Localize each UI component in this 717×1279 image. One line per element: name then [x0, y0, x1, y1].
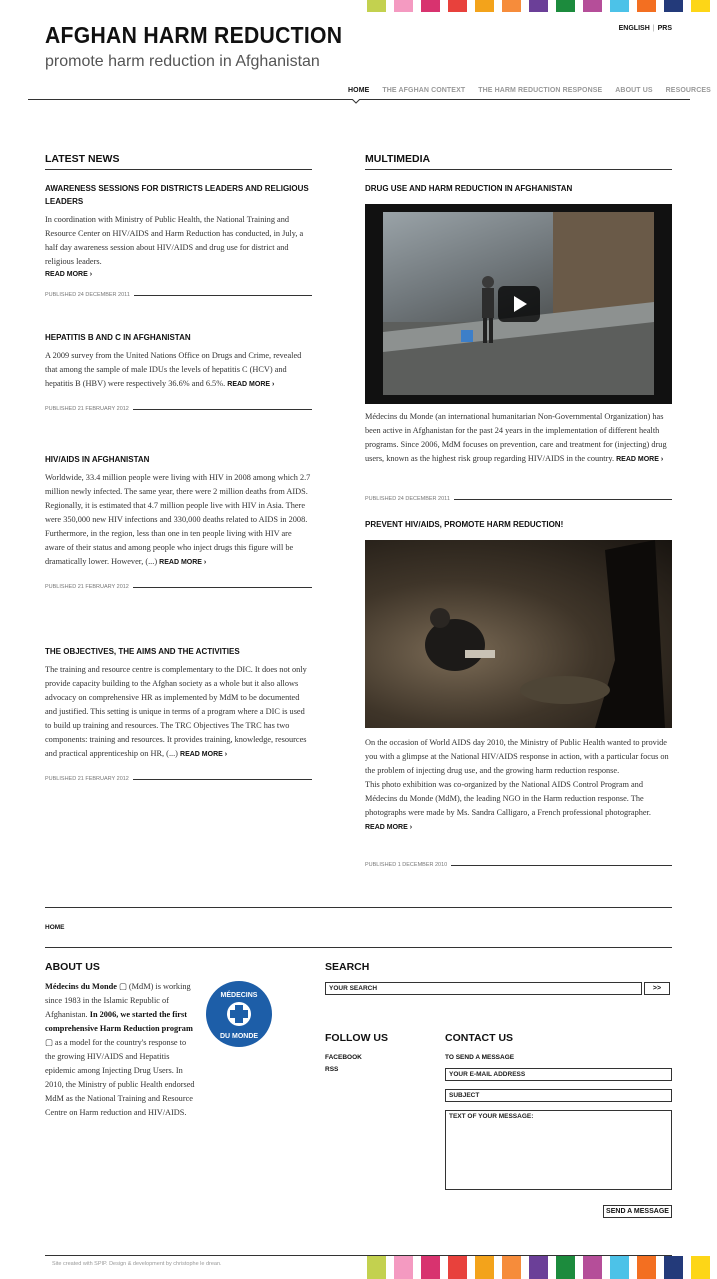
news-item [45, 331, 312, 412]
color-swatch [691, 0, 710, 12]
media-title[interactable]: PREVENT HIV/AIDS, PROMOTE HARM REDUCTION! [365, 520, 564, 529]
about-text-part: as a model for the country's response to the growing HIV/AIDS and Hepatitis epidemic among Injecting Drug Users. In 2010, the Ministry of public Health endorsed MdM as the National Training and Resource Centre on Harm reduction and HIV/AIDS. [45, 1038, 195, 1117]
media-item [365, 182, 672, 195]
media-body [365, 736, 672, 835]
published-line [365, 862, 672, 868]
published-line [45, 584, 312, 590]
color-swatch [394, 1256, 413, 1279]
published-rule [133, 779, 312, 780]
color-swatch [421, 1256, 440, 1279]
media-body-text-2 [365, 778, 672, 835]
logo-text-top: MÉDECINS [220, 992, 258, 999]
search-submit-button[interactable]: >> [644, 982, 670, 995]
published-date: PUBLISHED 1 DECEMBER 2010 [365, 862, 448, 868]
news-body-text: In coordination with Ministry of Public Health, the National Training and Resource Center on HIV/AIDS and Harm Reduction has conducted, in July, a half day awareness session about HIV/AIDS and drug use for district and religious leaders. [45, 215, 304, 266]
color-swatch [367, 1256, 386, 1279]
media-body-text: This photo exhibition was co-organized by the National AIDS Control Program and Médecins du Monde (MdM), the leading NGO in the Harm reduction response. The photographs were made by Ms. Sandra Calligaro, a French professional photographer. [365, 780, 651, 817]
main-nav [348, 87, 711, 94]
news-body-text: A 2009 survey from the United Nations Office on Drugs and Crime, revealed that among the sample of male IDUs the levels of hepatitis C (HCV) and hepatitis B (HBV) were respectively 36.6% and 6.5%. [45, 351, 302, 388]
color-swatch [664, 0, 683, 12]
published-date: PUBLISHED 21 FEBRUARY 2012 [45, 776, 129, 782]
footer-top-rule [45, 907, 672, 908]
news-title[interactable]: THE OBJECTIVES, THE AIMS AND THE ACTIVITIES [45, 647, 240, 656]
about-program-link[interactable]: In 2006, we started the first comprehensive Harm Reduction program [45, 1010, 193, 1033]
follow-heading: FOLLOW US [325, 1032, 388, 1044]
published-line [45, 292, 312, 298]
color-swatch [583, 1256, 602, 1279]
multimedia-heading: MULTIMEDIA [365, 153, 672, 170]
send-message-button[interactable]: SEND A MESSAGE [603, 1205, 672, 1218]
published-date: PUBLISHED 21 FEBRUARY 2012 [45, 406, 129, 412]
nav-afghan-context[interactable]: THE AFGHAN CONTEXT [382, 87, 466, 94]
read-more-link[interactable]: READ MORE › [227, 381, 275, 388]
published-rule [133, 409, 312, 410]
email-field[interactable]: YOUR E-MAIL ADDRESS [445, 1068, 672, 1081]
rss-link[interactable]: RSS [325, 1066, 339, 1073]
color-swatch [583, 0, 602, 12]
footer-breadcrumb-home[interactable]: HOME [45, 924, 65, 931]
color-swatch [637, 1256, 656, 1279]
color-bar-bottom [367, 1256, 717, 1279]
published-line [365, 496, 672, 502]
color-swatch [367, 0, 386, 12]
nav-harm-reduction-response[interactable]: THE HARM REDUCTION RESPONSE [478, 87, 603, 94]
site-title[interactable]: AFGHAN HARM REDUCTION [45, 22, 343, 48]
color-swatch [502, 0, 521, 12]
published-line [45, 776, 312, 782]
lang-separator: | [652, 25, 655, 32]
news-body [45, 213, 312, 269]
search-heading: SEARCH [325, 961, 370, 973]
search-input[interactable]: YOUR SEARCH [325, 982, 642, 995]
read-more-label: READ MORE [616, 456, 659, 463]
color-bar-top [367, 0, 717, 12]
published-date: PUBLISHED 21 FEBRUARY 2012 [45, 584, 129, 590]
photo-scene-image [365, 540, 672, 728]
about-text-part: (MdM) is working since 1983 in the Islamic Republic of Afghanistan. [45, 982, 191, 1019]
color-swatch [610, 1256, 629, 1279]
color-swatch [664, 1256, 683, 1279]
nav-active-caret-icon [352, 99, 360, 104]
play-button-icon[interactable] [498, 286, 540, 322]
lang-english-link[interactable]: ENGLISH [618, 25, 650, 32]
published-date: PUBLISHED 24 DECEMBER 2011 [365, 496, 450, 502]
nav-about-us[interactable]: ABOUT US [615, 87, 653, 94]
logo-text-bottom: DU MONDE [219, 1033, 259, 1040]
color-swatch [394, 0, 413, 12]
read-more-link[interactable]: READ MORE › [45, 271, 93, 278]
read-more-label: READ MORE [227, 381, 271, 388]
media-body [365, 410, 672, 467]
read-more-label: READ MORE [159, 559, 202, 566]
site-tagline: promote harm reduction in Afghanistan [45, 53, 320, 70]
news-title[interactable]: HIV/AIDS IN AFGHANISTAN [45, 455, 150, 464]
about-heading: ABOUT US [45, 961, 100, 973]
color-swatch [448, 1256, 467, 1279]
color-swatch [475, 1256, 494, 1279]
media-item [365, 518, 672, 531]
published-rule [451, 865, 672, 866]
published-line [45, 406, 312, 412]
read-more-label: READ MORE [365, 824, 408, 831]
color-swatch [529, 0, 548, 12]
nav-home[interactable]: HOME [348, 87, 370, 94]
language-switcher [619, 25, 672, 32]
contact-heading: CONTACT US [445, 1032, 514, 1044]
mdm-logo[interactable] [205, 980, 273, 1048]
facebook-link[interactable]: FACEBOOK [325, 1054, 362, 1061]
footer-mid-rule [45, 947, 672, 948]
read-more-link[interactable]: READ MORE › [159, 559, 207, 566]
color-swatch [610, 0, 629, 12]
read-more-label: READ MORE [180, 751, 223, 758]
news-body-text: Worldwide, 33.4 million people were living with HIV in 2008 among which 2.7 million newly infected. The same year, there were 2 million deaths from AIDS. Regionally, it is estimated that 4.7 million people live with HIV in Asia. There were 350,000 new HIV infections and 330,000 deaths related to AIDS in 2008. Furthermore, in the region, less than one in ten people living with HIV are aware of their status and among people who inject drugs this figure will be dramatically lower. However, (...) [45, 473, 311, 566]
color-swatch [502, 1256, 521, 1279]
read-more-link[interactable]: READ MORE › [180, 751, 228, 758]
latest-news-heading: LATEST NEWS [45, 153, 312, 170]
news-item [45, 453, 312, 590]
color-swatch [556, 0, 575, 12]
subject-field[interactable]: SUBJECT [445, 1089, 672, 1102]
read-more-label: READ MORE [45, 271, 88, 278]
news-title[interactable]: AWARENESS SESSIONS FOR DISTRICTS LEADERS AND RELIGIOUS LEADERS [45, 184, 309, 206]
video-player[interactable] [365, 204, 672, 404]
read-more-link[interactable]: READ MORE › [365, 824, 413, 831]
message-textarea[interactable]: TEXT OF YOUR MESSAGE: [445, 1110, 672, 1190]
photo-image[interactable] [365, 540, 672, 728]
published-rule [133, 587, 312, 588]
media-body-text: Médecins du Monde (an international humanitarian Non-Governmental Organization) has been active in Afghanistan for the past 24 years in the implementation of different health programs. Since 2006, MdM focuses on prevention, care and treatment for (injecting) drug users, known as the highest risk group regarding HIV/AIDS in the country. [365, 412, 667, 463]
about-org-link[interactable]: Médecins du Monde [45, 982, 117, 991]
doc-icon: ▢ [119, 982, 127, 991]
news-title[interactable]: HEPATITIS B AND C IN AFGHANISTAN [45, 333, 191, 342]
site-credit: Site created with SPIP. Design & development by christophe le drean. [52, 1261, 222, 1267]
nav-resources[interactable]: RESOURCES [665, 87, 711, 94]
media-body-text: On the occasion of World AIDS day 2010, the Ministry of Public Health wanted to provide you with a glimpse at the National HIV/AIDS response in action, with a particular focus on the problem of injecting drug use, and the growing harm reduction response. [365, 738, 669, 775]
color-swatch [448, 0, 467, 12]
published-rule [134, 295, 312, 296]
published-rule [454, 499, 672, 500]
doc-icon: ▢ [45, 1038, 53, 1047]
read-more-link[interactable]: READ MORE › [616, 456, 664, 463]
color-swatch [691, 1256, 710, 1279]
media-title[interactable]: DRUG USE AND HARM REDUCTION IN AFGHANISTAN [365, 184, 573, 193]
news-item [45, 645, 312, 782]
news-body-text: The training and resource centre is complementary to the DIC. It does not only provide capacity building to the Afghan society as a whole but it also allows advocacy on comprehensive HR as implemented by MdM to be documented and justified. This setting is unique in terms of a program where a DIC is used to build up training and resources. The TRC Objectives The TRC has two components: training and resources. It provides training, knowledge, resources and practical apprenticeship on HR, (...) [45, 665, 307, 758]
contact-label: TO SEND A MESSAGE [445, 1054, 515, 1061]
video-thumbnail [383, 212, 654, 395]
lang-prs-link[interactable]: PRS [657, 25, 672, 32]
news-body [45, 349, 312, 392]
news-body [45, 663, 312, 762]
follow-links [325, 1052, 362, 1076]
news-item [45, 182, 312, 298]
color-swatch [529, 1256, 548, 1279]
news-body [45, 471, 312, 570]
color-swatch [556, 1256, 575, 1279]
color-swatch [475, 0, 494, 12]
color-swatch [421, 0, 440, 12]
published-date: PUBLISHED 24 DECEMBER 2011 [45, 292, 130, 298]
color-swatch [637, 0, 656, 12]
about-text [45, 980, 195, 1120]
